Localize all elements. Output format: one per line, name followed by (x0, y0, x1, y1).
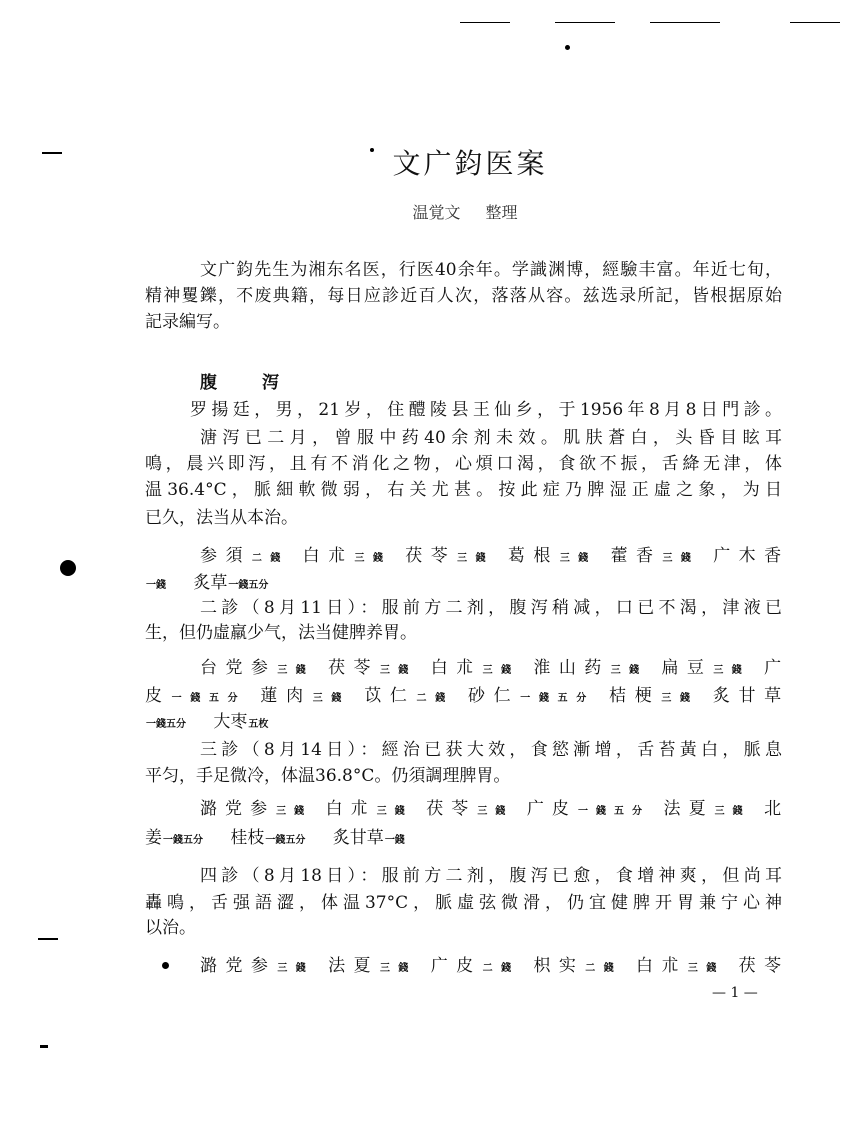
herb-entry (328, 956, 417, 976)
herb-name: 桔梗 (609, 686, 661, 706)
herb-dose: 一錢五分 (520, 693, 595, 704)
prescription-line (145, 572, 268, 597)
visit-line: 二診（8月11日）：服前方二剂，腹泻稍减，口已不渴，津液已 (200, 598, 782, 618)
herb-entry (200, 546, 289, 566)
herb-dose: 三錢 (379, 963, 417, 974)
herb-entry (200, 799, 312, 819)
herb-dose: 三錢 (687, 963, 725, 974)
prescription-line (145, 711, 268, 736)
herb-dose: 三錢 (610, 665, 648, 676)
herb-entry (213, 712, 268, 732)
herb-name: 广皮 (526, 799, 577, 819)
visit-line: 四診（8月18日）：服前方二剂，腹泻已愈，食增神爽，但尚耳 (200, 866, 782, 886)
visit-line: 以治。 (145, 918, 196, 938)
scan-speck (460, 22, 510, 23)
author-role: 整理 (485, 203, 518, 222)
herb-name: 广木香 (713, 546, 782, 566)
herb-dose: 三錢 (477, 806, 514, 817)
herb-dose: 三錢 (277, 963, 315, 974)
herb-dose: 二錢 (416, 693, 454, 704)
herb-dose: 三錢 (482, 665, 520, 676)
herb-entry (611, 546, 700, 566)
herb-entry (326, 799, 413, 819)
herb-entry (230, 828, 305, 848)
herb-entry (145, 712, 186, 732)
herb-name: 桂枝 (230, 828, 265, 848)
herb-entry (713, 546, 782, 566)
byline (0, 200, 866, 223)
herb-name: 法夏 (328, 956, 379, 976)
herb-dose: 三錢 (379, 665, 417, 676)
herb-entry (527, 799, 650, 819)
herb-name: 炙甘草 (332, 828, 384, 848)
herb-name: 茯苓 (738, 956, 782, 976)
herb-entry (333, 828, 405, 848)
scan-speck (565, 45, 570, 50)
case-line: 罗揚廷，男，21岁，住醴陵县王仙乡，于1956年8月8日門診。 (190, 400, 782, 420)
scan-speck (40, 1045, 48, 1048)
herb-name: 葛根 (507, 546, 559, 566)
scan-speck (60, 560, 76, 576)
herb-entry (145, 573, 166, 593)
prescription-line (200, 545, 782, 567)
herb-dose: 三錢 (457, 553, 495, 564)
herb-name: 白朮 (302, 546, 354, 566)
herb-dose: 三錢 (354, 553, 392, 564)
herb-dose: 一錢五分 (171, 693, 247, 704)
herb-name: 苡仁 (364, 686, 416, 706)
case-line: 温36.4°C，脈細軟微弱，右关尤甚。按此症乃脾湿正虛之象，为日 (145, 480, 782, 500)
herb-entry (609, 686, 699, 706)
herb-dose: 一錢五分 (265, 835, 306, 846)
prescription-line (200, 955, 782, 977)
herb-dose: 一錢五分 (163, 835, 203, 846)
document-title: 文广鈞医案 (392, 147, 548, 180)
herb-name: 参須 (200, 546, 251, 566)
herb-name: 白朮 (430, 658, 482, 678)
herb-entry (200, 956, 314, 976)
herb-name: 潞党参 (200, 799, 276, 819)
herb-dose: 三錢 (277, 665, 315, 676)
herb-dose: 一錢五分 (228, 580, 269, 591)
herb-name: 皮 (145, 686, 171, 706)
herb-entry (764, 799, 782, 819)
herb-entry (431, 658, 520, 678)
prescription-line (145, 685, 782, 707)
herb-entry (713, 686, 782, 706)
herb-name: 北 (764, 799, 782, 819)
herb-dose: 一錢五分 (577, 806, 651, 817)
herb-name: 茯苓 (426, 799, 477, 819)
herb-name: 姜 (145, 828, 162, 848)
herb-entry (636, 956, 725, 976)
herb-entry (468, 686, 595, 706)
herb-dose: 二錢 (251, 553, 289, 564)
herb-name: 蓮肉 (260, 686, 312, 706)
herb-name: 台党参 (200, 658, 277, 678)
herb-name: 法夏 (663, 799, 714, 819)
herb-dose: 一錢 (146, 580, 166, 591)
herb-dose: 二錢 (482, 963, 520, 974)
page-number: — 1 — (712, 985, 758, 1001)
herb-dose: 一錢五分 (146, 719, 186, 730)
prescription-line (145, 827, 405, 852)
scan-speck (38, 938, 58, 940)
herb-entry (739, 956, 782, 976)
herb-entry (200, 658, 314, 678)
herb-entry (193, 573, 268, 593)
herb-entry (145, 828, 203, 848)
herb-entry (426, 799, 513, 819)
herb-entry (661, 658, 750, 678)
herb-entry (431, 956, 520, 976)
scan-speck (370, 148, 374, 152)
herb-dose: 三錢 (376, 806, 413, 817)
herb-name: 茯苓 (328, 658, 379, 678)
herb-name: 扁豆 (661, 658, 713, 678)
herb-entry (303, 546, 392, 566)
herb-name: 潞党参 (200, 956, 277, 976)
herb-name: 白朮 (325, 799, 376, 819)
visit-line: 轟鳴，舌强語澀，体温37°C，脈虛弦微滑，仍宜健脾开胃兼宁心神 (145, 893, 782, 913)
case-line: 鳴，晨兴即泻，且有不消化之物，心煩口渴，食欲不振，舌絳无津，体 (145, 454, 782, 474)
herb-entry (533, 658, 647, 678)
visit-line: 平匀，手足微冷，体温36.8°C。仍須調理脾胃。 (145, 766, 511, 786)
herb-dose: 三錢 (312, 693, 351, 704)
herb-dose: 三錢 (714, 806, 751, 817)
herb-name: 广皮 (430, 956, 482, 976)
herb-dose: 三錢 (276, 806, 313, 817)
scan-speck (650, 22, 720, 23)
herb-name: 炙草 (193, 573, 228, 593)
herb-entry (328, 658, 417, 678)
scan-speck (42, 152, 62, 154)
herb-entry (260, 686, 350, 706)
herb-name: 广 (764, 658, 782, 678)
section-heading: 腹 泻 (200, 373, 293, 393)
herb-entry (664, 799, 751, 819)
herb-dose: 三錢 (713, 665, 751, 676)
herb-entry (145, 686, 246, 706)
prescription-line (200, 798, 782, 820)
herb-entry (364, 686, 454, 706)
intro-line: 記录編写。 (145, 312, 230, 332)
herb-entry (533, 956, 622, 976)
herb-name: 淮山药 (533, 658, 610, 678)
prescription-line (200, 657, 782, 679)
herb-entry (405, 546, 494, 566)
visit-line: 三診（8月14日）：經治已获大效，食慾漸增，舌苔黃白，脈息 (200, 740, 782, 760)
case-line: 溏泻已二月，曾服中药40余剂未效。肌肤蒼白，头昏目眩耳 (200, 428, 782, 448)
intro-line: 精神矍鑠，不废典籍，每日应診近百人次，落落从容。兹选录所記，皆根据原始 (145, 286, 782, 306)
scan-speck (162, 962, 169, 969)
herb-name: 砂仁 (467, 686, 520, 706)
herb-dose: 二錢 (585, 963, 623, 974)
herb-name: 炙甘草 (712, 686, 782, 706)
herb-name: 茯苓 (405, 546, 457, 566)
scan-speck (790, 22, 840, 23)
herb-name: 大枣 (213, 712, 248, 732)
herb-dose: 三錢 (662, 553, 700, 564)
author: 温覚文 (412, 203, 461, 222)
herb-name: 白朮 (636, 956, 687, 976)
herb-entry (764, 658, 782, 678)
herb-dose: 一錢 (384, 835, 405, 846)
intro-line: 文广鈞先生为湘东名医，行医40余年。学識渊博，經驗丰富。年近七旬， (200, 260, 782, 280)
visit-line: 生，但仍虛羸少气，法当健脾养胃。 (145, 623, 417, 643)
herb-entry (508, 546, 597, 566)
case-line: 已久，法当从本治。 (145, 508, 298, 528)
herb-dose: 三錢 (559, 553, 597, 564)
herb-name: 枳实 (533, 956, 585, 976)
herb-name: 藿香 (610, 546, 662, 566)
herb-dose: 五枚 (248, 719, 269, 730)
herb-dose: 三錢 (661, 693, 699, 704)
scan-speck (555, 22, 615, 23)
